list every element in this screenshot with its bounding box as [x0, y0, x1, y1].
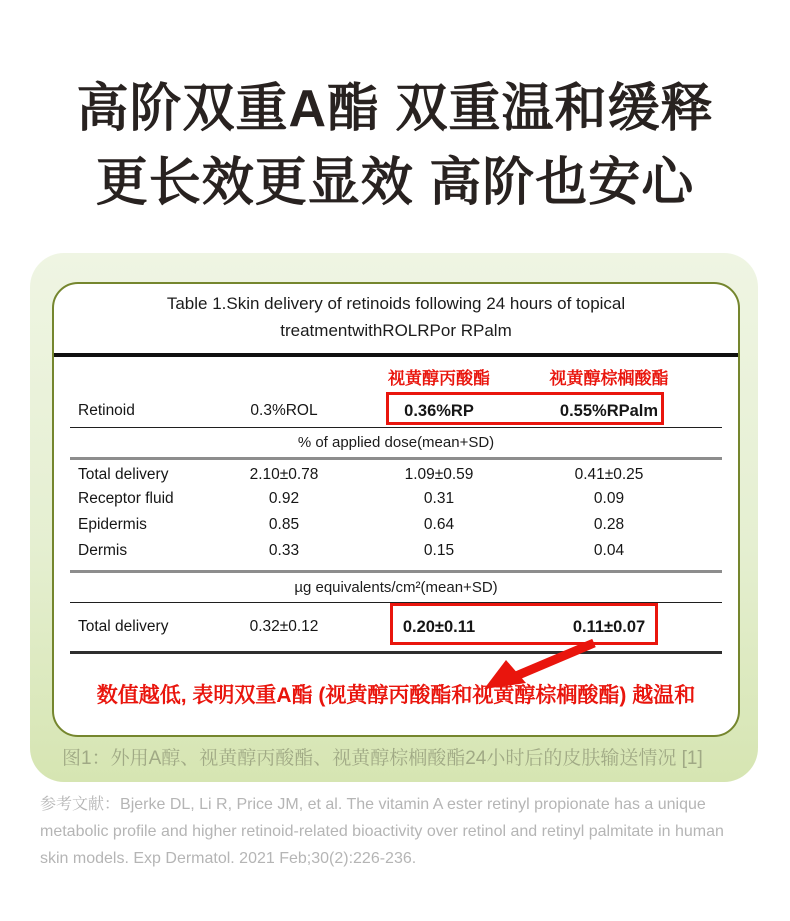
- table-title: [54, 290, 738, 344]
- reference-label: 参考文献：: [40, 796, 121, 813]
- cell-retinoid-label: Retinoid: [78, 402, 135, 419]
- table-row-retinoid: [54, 395, 738, 427]
- table-row: Total delivery 2.10±0.78 1.09±0.59 0.41±0.25: [78, 466, 644, 483]
- reference-text: [40, 791, 754, 872]
- arrow-down-left-icon: [454, 637, 624, 692]
- figure-panel: [30, 253, 758, 782]
- cell-retinoid-rp: 0.36%RP: [404, 401, 474, 420]
- red-annotation-text: 数值越低, 表明双重A酯 (视黄醇丙酸酯和视黄醇棕榈酸酯) 越温和: [96, 684, 696, 707]
- section-header-percent: % of applied dose(mean+SD): [297, 434, 495, 451]
- cell-retinoid-rpalm: 0.55%RPalm: [559, 401, 659, 420]
- rule-bottom-dark: [70, 651, 722, 654]
- table-row: Dermis 0.33 0.15 0.04: [78, 542, 625, 559]
- red-header-rp: 视黄醇丙酸酯: [388, 368, 490, 388]
- table-row: Epidermis 0.85 0.64 0.28: [78, 516, 625, 533]
- page-title-line2: 更长效更显效 高阶也安心: [95, 154, 695, 212]
- figure-caption: 图1：外用A醇、视黄醇丙酸酯、视黄醇棕榈酸酯24小时后的皮肤输送情况 [1]: [62, 748, 703, 769]
- table-row-total-ug: Total delivery 0.32±0.12 0.20±0.11 0.11±0.07: [78, 617, 646, 636]
- reference-body: Bjerke DL, Li R, Price JM, et al. The vitamin A ester retinyl propionate has a unique metabolic profile and higher retinoid-related bioactivity over retinol and retinyl palmitate in human skin models. Exp Dermatol. 2021 Feb;30(2):226-236.: [40, 796, 724, 867]
- cell-retinoid-rol: 0.3%ROL: [250, 402, 318, 419]
- page-title: [0, 0, 790, 220]
- red-column-header-row: [54, 357, 738, 395]
- table-row: Receptor fluid 0.92 0.31 0.09: [78, 490, 625, 507]
- red-header-rpalm: 视黄醇棕榈酸酯: [549, 368, 669, 388]
- table-title-line2: treatmentwithROLRPor RPalm: [280, 321, 512, 340]
- table-card: [52, 282, 740, 737]
- table-title-line1: Table 1.Skin delivery of retinoids following 24 hours of topical: [166, 294, 626, 313]
- section-header-ug: µg equivalents/cm²(mean+SD): [294, 579, 498, 596]
- page-title-line1: 高阶双重A酯 双重温和缓释: [76, 80, 714, 138]
